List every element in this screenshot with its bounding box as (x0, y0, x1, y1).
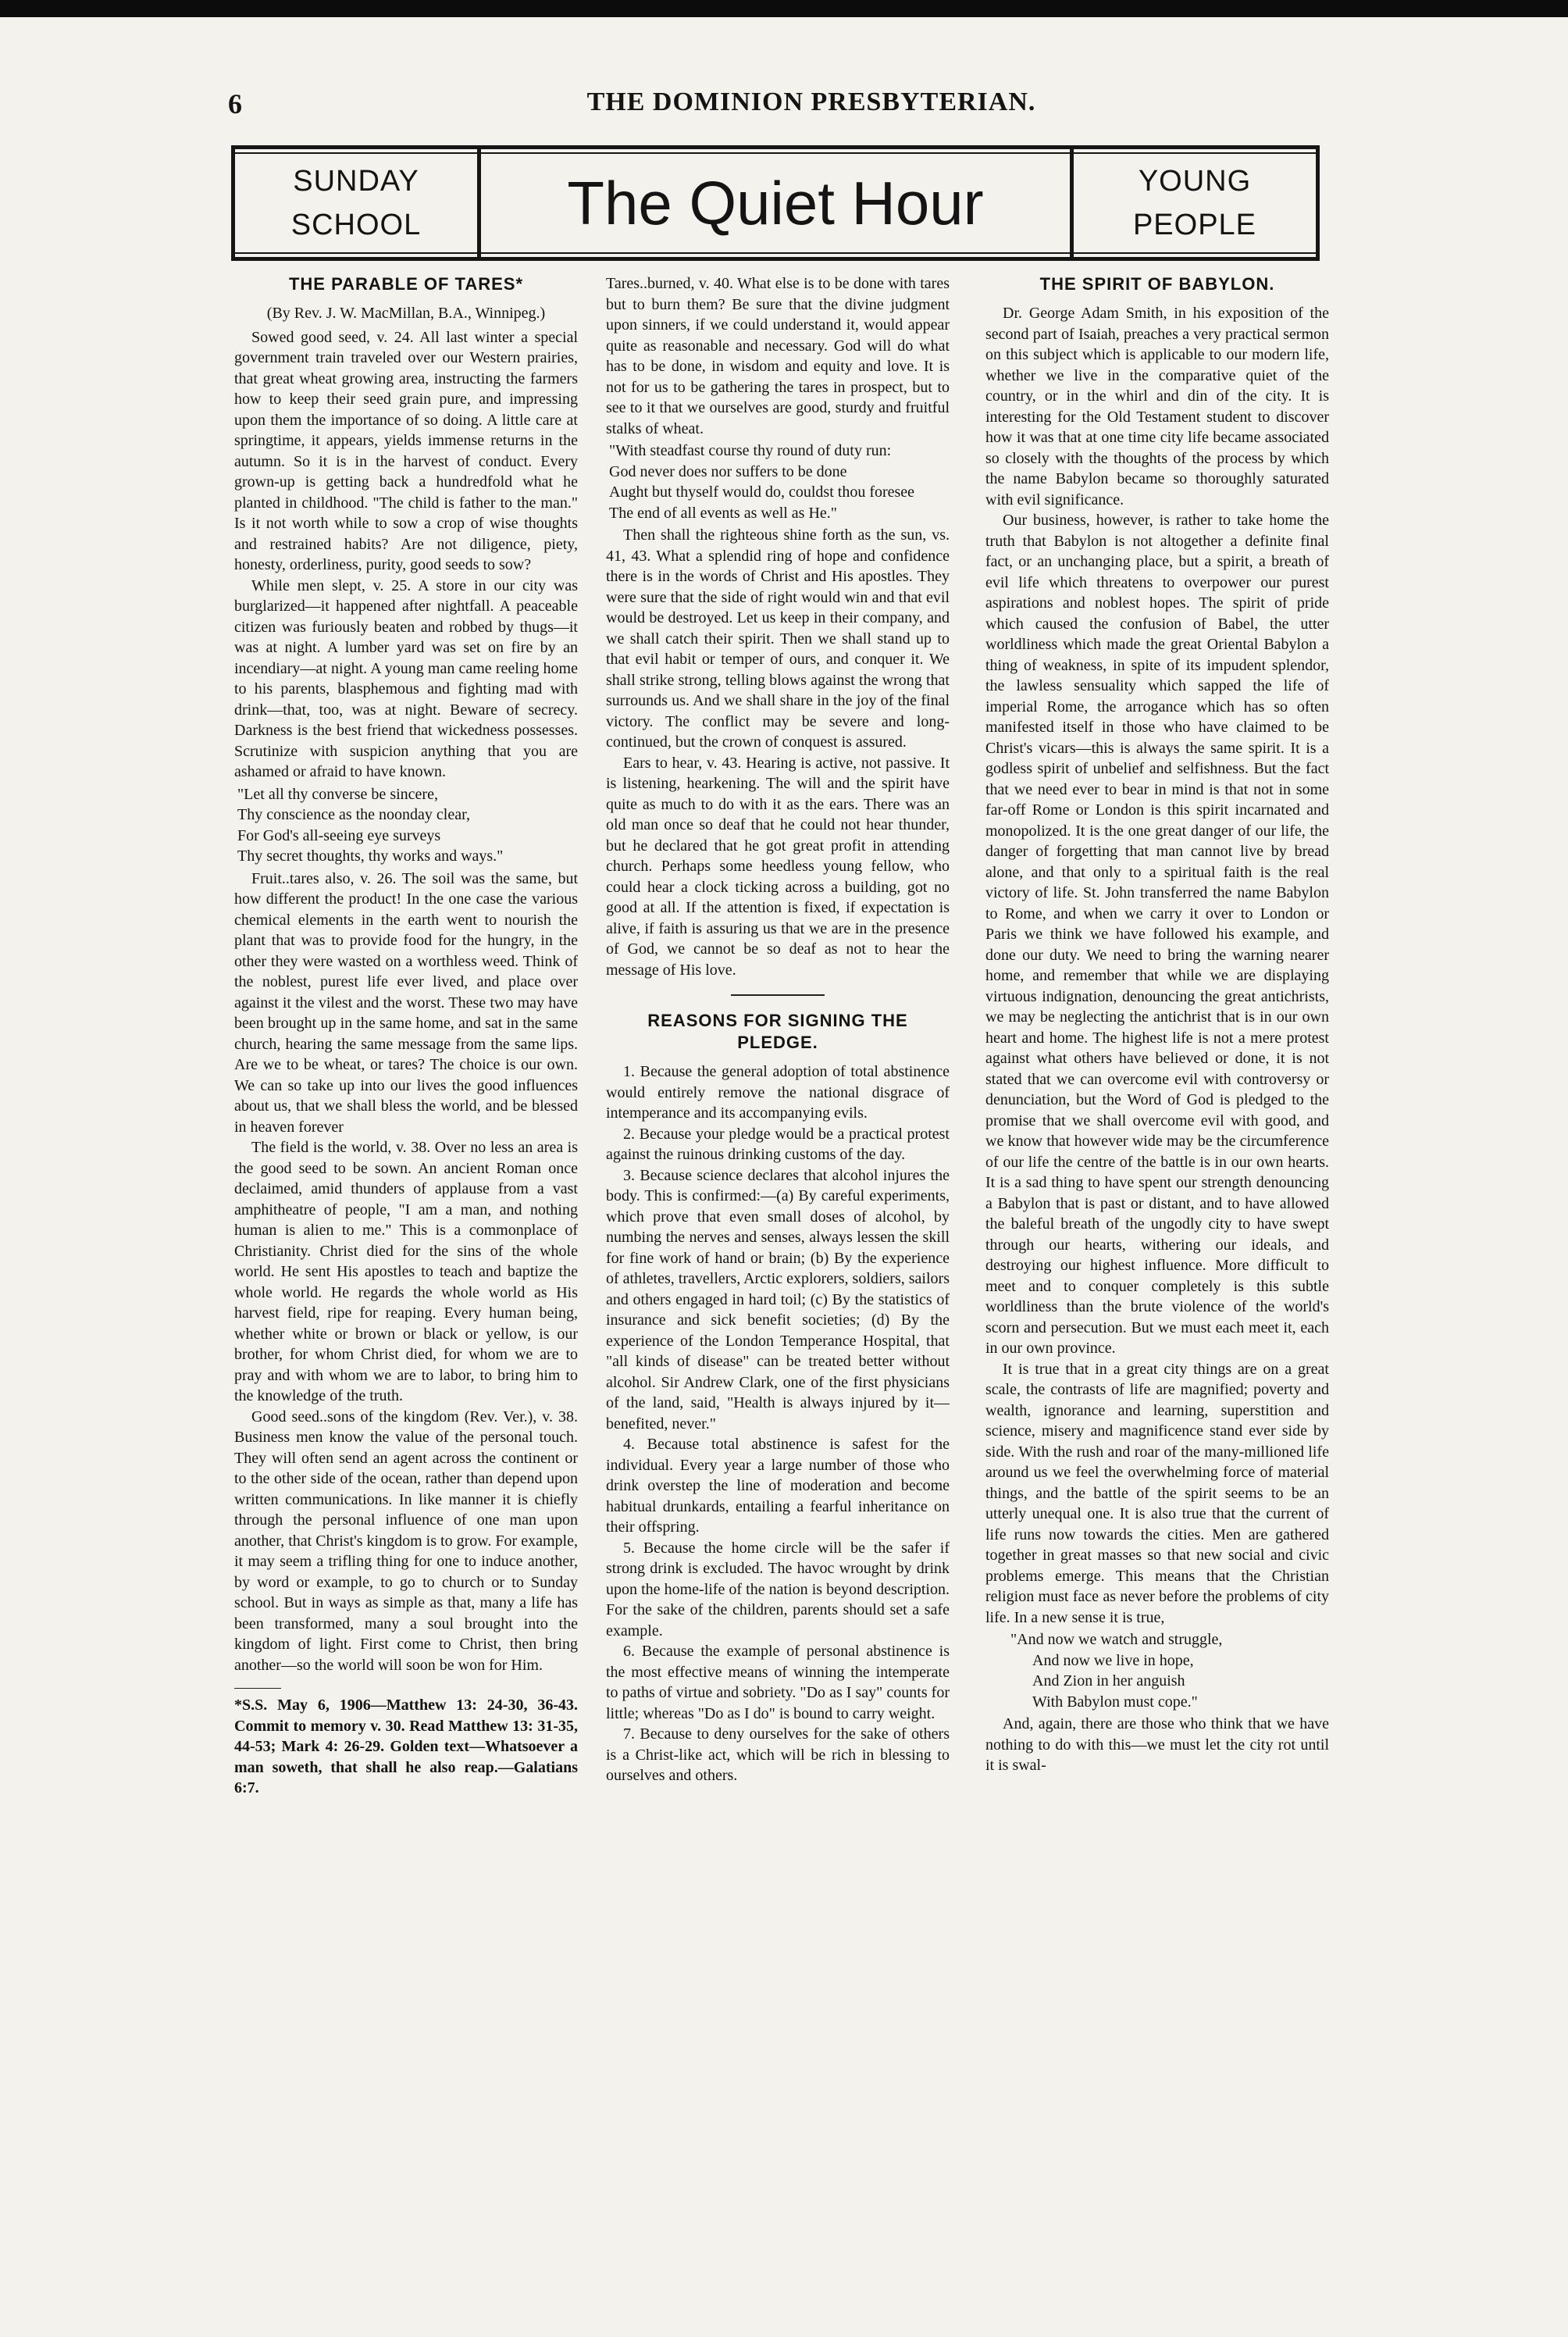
paragraph: Dr. George Adam Smith, in his exposition of the second part of Isaiah, preaches a very practical sermon on this subject which is applicable to our modern life, whether we live in the comparative quiet of the country, or in the whirl and din of the city. It is interesting for the Old Testament student to discover how it was that at one time city life became associated so closely with the thoughts of the process by which the name Babylon became so thoroughly saturated with evil significance. (985, 305, 1329, 508)
verse-line: And Zion in her anguish (1032, 1672, 1185, 1689)
verse-line: God never does nor suffers to be done (609, 462, 847, 480)
paragraph: Then shall the righteous shine forth as the sun, vs. 41, 43. What a splendid ring of hope and confidence there is in the words of Christ and His apostles. They were sure that the side of right would win and that evil would be destroyed. Let us keep in their company, and we shall catch their spirit. Then we shall stand up to that evil habit or temper of ours, and conquer it. We shall strike strong, telling blows against the wrong that surrounds us. And we shall share in the joy of the final victory. The conflict may be severe and long-continued, but the crown of conquest is assured. (606, 526, 950, 751)
paragraph: It is true that in a great city things are on a great scale, the contrasts of life are magnified; poverty and wealth, ignorance and learning, superstition and science, misery and magnificence stand ever side by side. With the rush and roar of the many-millioned life around us we feel the overwhelming force of material things, and the battle of the spirit seems to be an utterly unequal one. It is also true that the current of life runs now towards the cities. Men are gathered together in great masses so that new social and civic problems emerge. This means that the Christian religion must face as never before the problems of city life. In a new sense it is true, (985, 1360, 1329, 1626)
newspaper-page (0, 17, 1568, 2337)
reason-item: 4. Because total abstinence is safest for the individual. Every year a large number of those who drink overstep the line of moderation and become habitual drunkards, entailing a fearful inheritance on their offspring. (606, 1436, 950, 1536)
reason-item: 7. Because to deny ourselves for the sake of others is a Christ-like act, which will be rich in blessing to ourselves and others. (606, 1725, 950, 1784)
masthead-left-line-1: SUNDAY (293, 165, 419, 198)
article-heading-pledge: REASONS FOR SIGNING THE PLEDGE. (647, 1011, 908, 1052)
running-head (0, 87, 1568, 127)
paragraph: Our business, however, is rather to take home the truth that Babylon is not altogether a definite final fact, or an unchanging place, but a spirit, a breath of evil life which threatens to overpower our purest aspirations and noblest hopes. The spirit of pride which caused the confusion of Babel, the utter worldliness which made the great Oriental Babylon a thing of weakness, in spite of its impudent splendor, the lawless sensuality which sapped the life of imperial Rome, the arrogance which has so often manifested itself in those who have claimed to be Christ's vicars—this is always the same spirit. It is a godless spirit of unbelief and selfishness. But the fact that we need ever to bear in mind is that not in some far-off Rome or London is this spirit incarnated and monopolized. It is the one great danger of our life, the danger of forgetting that man cannot live by bread alone, and that only to a spiritual faith is the real victory of life. St. John transferred the name Babylon to Rome, and when we carry it over to London or Paris we think we have followed his example, and done our duty. We need to bring the warning nearer home, and remember that while we are displaying virtuous indignation, denouncing the great antichrists, we may be neglecting the antichrist that is in our own heart and home. The highest life is not a mere protest against what others have believed or done, it is not stated that we can overcome evil with controversy or denunciation, but the Word of God is pledged to the promise that we shall overcome evil with good, and we know that however wide may be the circumference of our life the centre of the battle is in our own hearts. It is a sad thing to have spent our strength denouncing a Babylon that is past or distant, and to have allowed the baleful breath of the ungodly city to have swept through our hearts, withering our ideals, and destroying our highest influence. More difficult to meet and to conquer completely is this subtle worldliness than the brute violence of the world's scorn and persecution. But we must each meet it, each in our own province. (985, 512, 1329, 1357)
verse-line: Thy conscience as the noonday clear, (237, 806, 470, 823)
paragraph: Ears to hear, v. 43. Hearing is active, not passive. It is listening, hearkening. The will and the spirit have quite as much to do with it as the ears. There was an old man once so deaf that he could not hear thunder, but he declared that he got great profit in attending church. Perhaps some heedless young fellow, who could hear a clock ticking across a building, got no good at all. If the attention is fixed, if expectation is alive, if faith is assuring us that we are in the presence of God, we cannot be so deaf as not to hear the message of His love. (606, 754, 950, 979)
verse-line: With Babylon must cope." (1032, 1693, 1198, 1711)
footnote-rule (234, 1688, 281, 1689)
reason-item: 1. Because the general adoption of total abstinence would entirely remove the national disgrace of intemperance and its accompanying evils. (606, 1063, 950, 1122)
verse-line: "And now we watch and struggle, (1010, 1631, 1223, 1648)
masthead-title: The Quiet Hour (567, 168, 984, 237)
verse-line: "Let all thy converse be sincere, (237, 785, 438, 803)
page-number: 6 (228, 88, 242, 120)
paragraph: Sowed good seed, v. 24. All last winter a special government train traveled over our Western prairies, that great wheat growing area, instructing the farmers how to keep their seed grain pure, and impressing upon them the importance of so doing. A little care at springtime, it appears, yields immense returns in the autumn. So it is in the harvest of conduct. Every grown-up is getting back a hundredfold what he planted in childhood. "The child is father to the man." Is it not worth while to sow a crop of wise thoughts and restrained habits? Are not diligence, piety, honesty, orderliness, purity, good seeds to sow? (234, 328, 578, 573)
lesson-footnote: *S.S. May 6, 1906—Matthew 13: 24-30, 36-43. Commit to memory v. 30. Read Matthew 13: 31-35, 44-53; Mark 4: 26-29. Golden text—Whatsoever a man soweth, that shall he also reap.—Galatians 6:7. (234, 1697, 578, 1796)
masthead-right-line-1: YOUNG (1138, 165, 1252, 198)
verse-line: Thy secret thoughts, thy works and ways." (237, 847, 504, 865)
verse-line: The end of all events as well as He." (609, 504, 837, 522)
masthead-left-label (231, 149, 481, 257)
reason-item: 6. Because the example of personal abstinence is the most effective means of winning the intemperate to paths of virtue and sobriety. "Do as I say" counts for little; whereas "Do as I do" is bound to carry weight. (606, 1643, 950, 1722)
masthead-right-line-2: PEOPLE (1132, 209, 1257, 241)
verse-line: Aught but thyself would do, couldst thou foresee (609, 483, 915, 501)
reason-item: 3. Because science declares that alcohol injures the body. This is confirmed:—(a) By careful experiments, which prove that even small doses of alcohol, by numbing the nerves and senses, always lessen the skill for fine work of hand or brain; (b) By the experience of athletes, travellers, Arctic explorers, soldiers, sailors and others engaged in hard toil; (c) By the statistics of insurance and sick benefit societies; (d) By the experience of the London Temperance Hospital, that "all kinds of disease" can be treated better without alcohol. Sir Andrew Clark, one of the first physicians of the land, said, "Health is always injured by it—benefited, never." (606, 1166, 950, 1433)
column-2 (606, 273, 950, 2078)
article-heading-babylon: THE SPIRIT OF BABYLON. (1039, 274, 1275, 294)
masthead-right-label (1070, 149, 1320, 257)
paragraph: Good seed..sons of the kingdom (Rev. Ver.), v. 38. Business men know the value of the personal touch. They will often send an agent across the continent or to the other side of the ocean, rather than depend upon written communications. In like manner it is chiefly through the personal influence of one man upon another, that Christ's kingdom is to grow. For example, it may seem a trifling thing for one to induce another, by word or example, to go to church or to Sunday school. But in ways as simple as that, many a life has been transformed, many a soul brought into the kingdom of light. First come to Christ, then bring another—so the world will soon be won for Him. (234, 1408, 578, 1674)
section-separator (731, 994, 825, 996)
paper-name: THE DOMINION PRESBYTERIAN. (586, 87, 1036, 116)
paragraph: Fruit..tares also, v. 26. The soil was the same, but how different the product! In the one case the various chemical elements in the earth went to nourish the plant that was to provide food for the hungry, in the other they were wasted on a worthless weed. Think of the noblest, purest life ever lived, and place over against it the vilest and the worst. These two may have been brought up in the same home, and sat in the same church, hearing the same message from the same lips. Are we to be wheat, or tares? The choice is our own. We can so take up into our lives the good influences about us, that we shall bless the world, and be blessed in heaven forever (234, 869, 578, 1136)
reason-item: 2. Because your pledge would be a practical protest against the ruinous drinking customs of the day. (606, 1125, 950, 1163)
column-3 (985, 273, 1329, 2078)
verse-quote (606, 441, 950, 523)
paragraph: And, again, there are those who think that we have nothing to do with this—we must let the city rot until it is swal- (985, 1715, 1329, 1774)
column-1 (234, 273, 578, 2078)
reason-item: 5. Because the home circle will be the safer if strong drink is excluded. The havoc wrought by drink upon the home-life of the nation is beyond description. For the sake of the children, parents should set a safe example. (606, 1539, 950, 1639)
paragraph: While men slept, v. 25. A store in our city was burglarized—it happened after nightfall. A peaceable citizen was furiously beaten and robbed by thugs—it was at night. A lumber yard was set on fire by an incendiary—at night. A young man came reeling home to his parents, blasphemous and fighting mad with drink—that, too, was at night. Beware of secrecy. Darkness is the best friend that wickedness possesses. Scrutinize with suspicion anything that you are ashamed or afraid to have known. (234, 576, 578, 780)
verse-line: And now we live in hope, (1032, 1651, 1194, 1669)
masthead-left-line-2: SCHOOL (290, 209, 422, 241)
verse-line: For God's all-seeing eye surveys (237, 826, 441, 844)
article-byline: (By Rev. J. W. MacMillan, B.A., Winnipeg.) (266, 305, 546, 322)
verse-quote (985, 1629, 1329, 1712)
masthead-box (231, 145, 1320, 261)
article-heading-parable: THE PARABLE OF TARES* (288, 274, 524, 294)
scan-top-border (0, 0, 1568, 17)
verse-line: "With steadfast course thy round of duty run: (609, 442, 892, 459)
verse-quote (234, 784, 578, 867)
paragraph: Tares..burned, v. 40. What else is to be done with tares but to burn them? Be sure that the divine judgment upon sinners, if we could understand it, would appear quite as reasonable and necessary. God will do what has to be done, in wisdom and equity and love. It is not for us to be gathering the tares in prospect, but to see to it that we ourselves are good, sturdy and fruitful stalks of wheat. (606, 275, 950, 437)
paragraph: The field is the world, v. 38. Over no less an area is the good seed to be sown. An ancient Roman once declaimed, amid thunders of applause from a vast amphitheatre of people, "I am a man, and nothing human is alien to me." This is a commonplace of Christianity. Christ died for the sins of the whole world. He sent His apostles to teach and baptize the whole world. He regards the whole world as His harvest field, ripe for reaping. Every human being, whether white or brown or black or yellow, is our brother, for whom Christ died, for whom we are to pray and with whom we are to labor, to bring him to the knowledge of the truth. (234, 1139, 578, 1404)
